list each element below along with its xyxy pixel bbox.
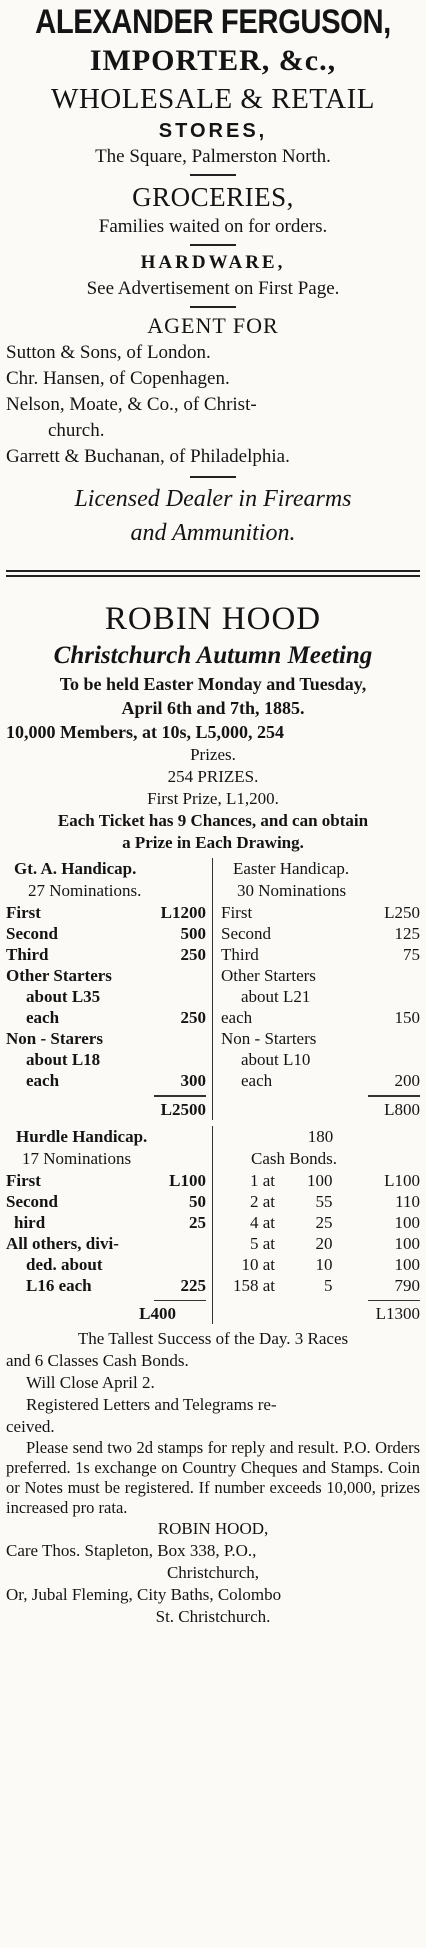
bond-row xyxy=(221,1191,420,1212)
prize-label: hird xyxy=(14,1212,46,1232)
close-line: Will Close April 2. xyxy=(26,1373,155,1392)
prize-value: 25 xyxy=(189,1212,206,1232)
prize-label: each xyxy=(221,1008,253,1027)
prize-row xyxy=(6,1070,206,1091)
nominations: 17 Nominations xyxy=(22,1148,132,1168)
see-advertisement-line: See Advertisement on First Page. xyxy=(86,278,340,299)
divider xyxy=(190,174,236,176)
prize-value: 300 xyxy=(180,1071,206,1090)
prize-row xyxy=(221,902,420,923)
care-line-1: Care Thos. Stapleton, Box 338, P.O., xyxy=(6,1541,257,1560)
text-label: Other Starters xyxy=(221,966,316,985)
bond-row xyxy=(221,1212,420,1233)
advertiser-name: ALEXANDER FERGUSON, xyxy=(35,3,391,41)
licensed-line-2: and Ammunition. xyxy=(130,520,296,546)
bond-total: 100 xyxy=(394,1254,420,1274)
prize-value: L250 xyxy=(384,903,420,922)
prize-row xyxy=(6,1170,206,1191)
bond-count: 158 at xyxy=(232,1275,275,1295)
text-label: Non - Starters xyxy=(221,1029,317,1048)
text-label: Other Starters xyxy=(6,966,112,985)
prize-value: 150 xyxy=(394,1008,420,1027)
groceries-heading: GROCERIES, xyxy=(132,182,294,212)
bond-total: L100 xyxy=(384,1170,420,1190)
prize-label: Second xyxy=(6,1191,58,1211)
members-line-2: Prizes. xyxy=(190,745,236,764)
wholesale-heading: WHOLESALE & RETAIL xyxy=(50,83,375,115)
bond-count: 2 at xyxy=(249,1191,275,1211)
registered-line-2: ceived. xyxy=(6,1417,55,1436)
ferguson-advertisement xyxy=(6,2,420,550)
bond-count: 10 at xyxy=(241,1254,275,1274)
cash-bonds-column xyxy=(213,1126,420,1325)
members-line-1: 10,000 Members, at 10s, L5,000, 254 xyxy=(6,722,284,742)
dates-line-2: April 6th and 7th, 1885. xyxy=(121,698,305,718)
total-row xyxy=(6,1303,206,1324)
prize-label: Third xyxy=(221,945,259,964)
prize-row xyxy=(221,1007,420,1028)
text-row xyxy=(6,965,206,986)
agent-line: Sutton & Sons, of London. xyxy=(6,342,211,363)
prize-value: 225 xyxy=(180,1275,206,1295)
prize-label: each xyxy=(241,1071,273,1090)
prize-label: each xyxy=(26,1008,60,1027)
prize-value: L100 xyxy=(169,1170,206,1190)
bond-count: 5 at xyxy=(249,1233,275,1253)
prize-label: First xyxy=(6,1170,41,1190)
bond-amount: 55 xyxy=(315,1191,333,1211)
total-value: L1300 xyxy=(375,1304,420,1323)
agent-line: church. xyxy=(48,420,105,441)
column-subtitle: Cash Bonds. xyxy=(251,1148,337,1168)
prize-row xyxy=(221,923,420,944)
prize-label: Second xyxy=(6,924,58,943)
prize-row xyxy=(6,923,206,944)
prize-row xyxy=(6,944,206,965)
text-label: about L18 xyxy=(26,1050,101,1069)
address-line: The Square, Palmerston North. xyxy=(95,146,331,167)
total-rule xyxy=(368,1095,420,1097)
chances-line-1: Each Ticket has 9 Chances, and can obtain xyxy=(57,811,369,830)
prize-label: Third xyxy=(6,945,49,964)
tallest-line-1: The Tallest Success of the Day. 3 Races xyxy=(77,1329,349,1348)
handicap-table-top xyxy=(6,858,420,1120)
registered-line-1: Registered Letters and Telegrams re- xyxy=(26,1395,277,1414)
dates-line-1: To be held Easter Monday and Tuesday, xyxy=(59,674,367,694)
nominations: 30 Nominations xyxy=(237,881,347,900)
bond-row xyxy=(221,1275,420,1296)
prize-label: First xyxy=(6,903,41,922)
divider xyxy=(190,306,236,308)
agent-for-heading: AGENT FOR xyxy=(147,313,279,338)
agent-line: Garrett & Buchanan, of Philadelphia. xyxy=(6,446,290,467)
total-row xyxy=(221,1099,420,1120)
prize-value: 500 xyxy=(180,924,206,943)
bond-amount: 20 xyxy=(315,1233,333,1253)
gt-a-handicap-column xyxy=(6,858,213,1120)
text-label: All others, divi- xyxy=(6,1233,119,1253)
prize-value: 50 xyxy=(189,1191,206,1211)
text-label: about L35 xyxy=(26,987,101,1006)
easter-handicap-column xyxy=(213,858,420,1120)
bond-row xyxy=(221,1233,420,1254)
bond-total: 110 xyxy=(395,1191,420,1211)
prize-label: Second xyxy=(221,924,272,943)
text-row xyxy=(6,1028,206,1049)
prize-row xyxy=(6,1191,206,1212)
bond-count: 4 at xyxy=(249,1212,275,1232)
text-label: ded. about xyxy=(26,1254,103,1274)
text-row xyxy=(221,1049,420,1070)
text-row xyxy=(6,1233,206,1254)
first-prize-line: First Prize, L1,200. xyxy=(147,789,279,808)
text-row xyxy=(221,1028,420,1049)
robin-hood-advertisement xyxy=(6,598,420,1628)
meeting-heading: Christchurch Autumn Meeting xyxy=(53,642,373,669)
bond-amount: 5 xyxy=(324,1275,333,1295)
prize-value: 200 xyxy=(394,1071,420,1090)
prize-row xyxy=(6,1212,206,1233)
text-label: about L10 xyxy=(241,1050,311,1069)
stores-heading: STORES, xyxy=(158,120,268,142)
chances-line-2: a Prize in Each Drawing. xyxy=(122,833,304,852)
nominations: 27 Nominations. xyxy=(28,881,142,900)
prize-row xyxy=(6,1275,206,1296)
total-row xyxy=(6,1099,206,1120)
divider xyxy=(190,244,236,246)
section-rule xyxy=(6,570,420,572)
text-row xyxy=(221,986,420,1007)
tallest-line-2: and 6 Classes Cash Bonds. xyxy=(6,1351,189,1370)
text-row xyxy=(6,1254,206,1275)
column-title: Hurdle Handicap. xyxy=(16,1126,148,1146)
total-value: L400 xyxy=(139,1304,176,1323)
families-line: Families waited on for orders. xyxy=(98,216,328,237)
section-rule xyxy=(6,575,420,577)
prize-value: 250 xyxy=(180,945,206,964)
total-rule xyxy=(368,1300,420,1302)
total-value: L800 xyxy=(384,1099,420,1119)
agent-line: Chr. Hansen, of Copenhagen. xyxy=(6,368,230,389)
total-rule xyxy=(154,1300,206,1302)
prize-label: each xyxy=(26,1071,60,1090)
or-line-1: Or, Jubal Fleming, City Baths, Colombo xyxy=(6,1585,282,1604)
bond-total: 790 xyxy=(394,1275,420,1295)
text-row xyxy=(6,986,206,1007)
prizes-line: 254 PRIZES. xyxy=(167,767,259,786)
prize-value: 125 xyxy=(394,924,420,943)
total-row xyxy=(221,1303,420,1324)
prize-value: 75 xyxy=(403,945,420,964)
bond-amount: 100 xyxy=(307,1170,333,1190)
bond-count: 1 at xyxy=(249,1170,275,1190)
prize-row xyxy=(221,1070,420,1091)
prize-value: 250 xyxy=(180,1008,206,1027)
total-value: L2500 xyxy=(160,1099,206,1119)
hurdle-handicap-column xyxy=(6,1126,213,1325)
signature: ROBIN HOOD, xyxy=(157,1519,269,1538)
prize-label: L16 each xyxy=(26,1275,92,1295)
divider xyxy=(190,476,236,478)
total-rule xyxy=(154,1095,206,1097)
column-title: Easter Handicap. xyxy=(233,859,350,878)
text-row xyxy=(6,1049,206,1070)
prize-row xyxy=(6,902,206,923)
agent-line: Nelson, Moate, & Co., of Christ- xyxy=(6,394,257,415)
column-title: 180 xyxy=(307,1126,334,1146)
column-title: Gt. A. Handicap. xyxy=(14,859,137,878)
text-label: Non - Starers xyxy=(6,1029,103,1048)
instructions-paragraph: Please send two 2d stamps for reply and result. P.O. Orders preferred. 1s exchange on Country Cheques and Stamps. Coin or Notes must be registered. If number exceeds 10,000, prizes increased pro rata. xyxy=(6,1438,420,1517)
bond-row xyxy=(221,1170,420,1191)
text-label: about L21 xyxy=(241,987,311,1006)
bond-total: 100 xyxy=(394,1212,420,1232)
prize-value: L1200 xyxy=(160,903,206,922)
bond-row xyxy=(221,1254,420,1275)
care-line-2: Christchurch, xyxy=(166,1563,260,1582)
prize-label: First xyxy=(221,903,253,922)
prize-row xyxy=(221,944,420,965)
licensed-line-1: Licensed Dealer in Firearms xyxy=(74,486,352,512)
importer-heading: IMPORTER, &c., xyxy=(89,44,337,77)
or-line-2: St. Christchurch. xyxy=(155,1607,271,1626)
text-row xyxy=(221,965,420,986)
bond-amount: 25 xyxy=(315,1212,333,1232)
bond-total: 100 xyxy=(394,1233,420,1253)
handicap-table-bottom xyxy=(6,1126,420,1325)
prize-row xyxy=(6,1007,206,1028)
hardware-heading: HARDWARE, xyxy=(140,252,286,273)
robin-hood-title: ROBIN HOOD xyxy=(104,601,322,637)
bond-amount: 10 xyxy=(315,1254,333,1274)
